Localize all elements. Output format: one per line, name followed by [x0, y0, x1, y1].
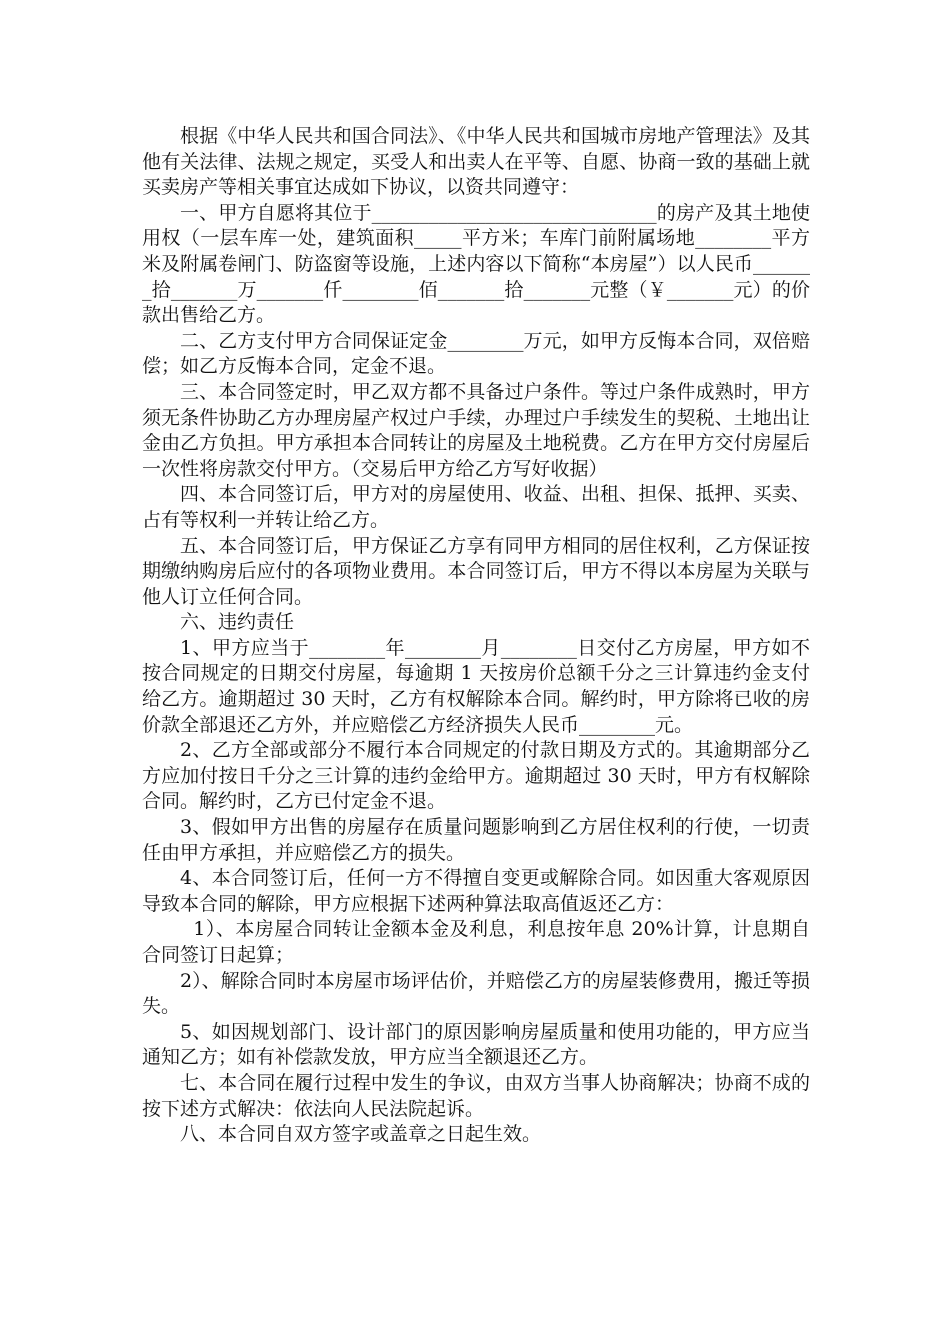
clause-2-deposit: 二、乙方支付甲方合同保证定金________万元，如甲方反悔本合同，双倍赔偿；如乙方反悔本合同，定金不退。 [142, 329, 810, 378]
clause-6-item-4-sub-1: 1）、本房屋合同转让金额本金及利息，利息按年息 20%计算，计息期自合同签订日起算； [142, 918, 810, 966]
clause-5-residence: 五、本合同签订后，甲方保证乙方享有同甲方相同的居住权利，乙方保证按期缴纳购房后应付的各项物业费用。本合同签订后，甲方不得以本房屋为关联与他人订立任何合同。 [142, 534, 810, 608]
clause-1-property-sale: 一、甲方自愿将其位于______________________________的房产及其土地使用权（一层车库一处，建筑面积_____平方米；车库门前附属场地________平方米及附属卷闸门、防盗窗等设施，上述内容以下简称“本房屋”）以人民币_______拾_______万_______仟________佰_______拾_______元整（￥_______元）的价款出售给乙方。 [142, 201, 810, 327]
clause-6-item-4-sub-2: 2）、解除合同时本房屋市场评估价，并赔偿乙方的房屋装修费用，搬迁等损失。 [142, 969, 810, 1018]
clause-4-rights: 四、本合同签订后，甲方对的房屋使用、收益、出租、担保、抵押、买卖、占有等权利一并转让给乙方。 [142, 483, 810, 531]
preamble-paragraph: 根据《中华人民共和国合同法》、《中华人民共和国城市房地产管理法》及其他有关法律、法规之规定，买受人和出卖人在平等、自愿、协商一致的基础上就买卖房产等相关事宜达成如下协议，以资共同遵守： [142, 125, 810, 199]
clause-7-disputes: 七、本合同在履行过程中发生的争议，由双方当事人协商解决；协商不成的按下述方式解决：依法向人民法院起诉。 [142, 1071, 810, 1120]
clause-6-item-3: 3、假如甲方出售的房屋存在质量问题影响到乙方居住权利的行使，一切责任由甲方承担，并应赔偿乙方的损失。 [142, 816, 810, 864]
clause-3-transfer: 三、本合同签定时，甲乙双方都不具备过户条件。等过户条件成熟时，甲方须无条件协助乙方办理房屋产权过户手续，办理过户手续发生的契税、土地出让金由乙方负担。甲方承担本合同转让的房屋及土地税费。乙方在甲方交付房屋后一次性将房款交付甲方。（交易后甲方给乙方写好收据） [142, 380, 810, 480]
clause-6-heading: 六、违约责任 [180, 611, 295, 634]
clause-6-item-5: 5、如因规划部门、设计部门的原因影响房屋质量和使用功能的，甲方应当通知乙方；如有补偿款发放，甲方应当全额退还乙方。 [142, 1020, 810, 1069]
clause-6-item-4: 4、本合同签订后，任何一方不得擅自变更或解除合同。如因重大客观原因导致本合同的解除，甲方应根据下述两种算法取高值返还乙方： [142, 867, 810, 915]
clause-6-item-1: 1、甲方应当于________年________月________日交付乙方房屋，甲方如不按合同规定的日期交付房屋，每逾期 1 天按房价总额千分之三计算违约金支付给乙方。逾期超过 30 天时，乙方有权解除本合同。解约时，甲方除将已收的房价款全部退还乙方外，并应赔偿乙方经济损失人民币________元。 [142, 636, 810, 736]
contract-body [142, 124, 810, 1148]
clause-6-item-2: 2、乙方全部或部分不履行本合同规定的付款日期及方式的。其逾期部分乙方应加付按日千分之三计算的违约金给甲方。逾期超过 30 天时，甲方有权解除合同。解约时，乙方已付定金不退。 [142, 739, 810, 813]
clause-8-effective: 八、本合同自双方签字或盖章之日起生效。 [180, 1123, 542, 1146]
